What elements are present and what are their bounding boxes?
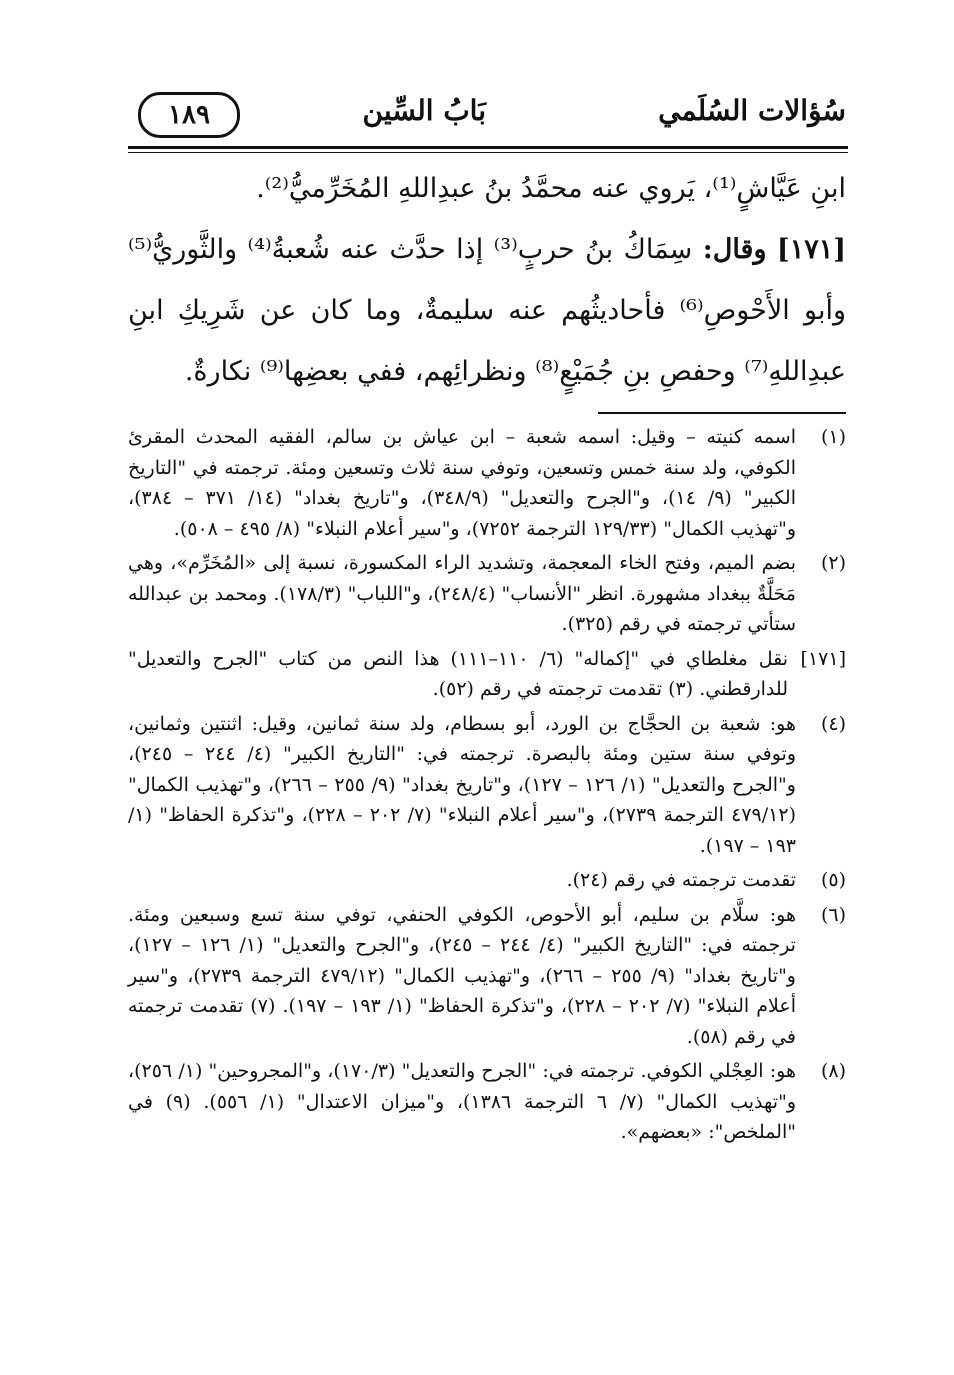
footnote-number: (١) — [820, 426, 846, 448]
footnote-number: (٨) — [820, 1060, 846, 1082]
footnote-item — [128, 422, 846, 544]
footnote-item — [128, 865, 846, 896]
entry-lead: وقال: — [702, 234, 767, 265]
entry-text: سِمَاكُ بنُ حربٍ⁽³⁾ إذا حدَّث عنه شُعبةُ⁽⁴⁾ والثَّوريُّ⁽⁵⁾ وأبو الأَحْوصِ⁽⁶⁾ فأحاديثُهم عنه سليمةٌ، وما كان عن شَرِيكِ ابنِ عبدِاللهِ⁽⁷⁾ وحفصِ بنِ جُمَيْعٍ⁽⁸⁾ ونظرائِهم، ففي بعضِها⁽⁹⁾ نكارةٌ. — [128, 234, 847, 387]
header-rule-thick — [128, 146, 848, 149]
footnote-number: (٥) — [820, 869, 846, 891]
footnote-item — [128, 900, 846, 1053]
footnotes — [128, 422, 846, 1152]
header-rule-thin — [128, 152, 848, 153]
page-header — [128, 92, 846, 142]
footnote-text: هو: شعبة بن الحجَّاج بن الورد، أبو بسطام، ولد سنة ثمانين، وقيل: اثنتين وثمانين، وتوفي سنة ستين ومئة بالبصرة. ترجمته في: "التاريخ الكبير" (٤/ ٢٤٤ – ٢٤٥)، و"الجرح والتعديل" (١/ ١٢٦ – ١٢٧)، و"تاريخ بغداد" (٩/ ٢٥٥ – ٢٦٦)، و"تهذيب الكمال" (٤٧٩/١٢ الترجمة ٢٧٣٩)، و"سير أعلام النبلاء" (٧/ ٢٠٢ – ٢٢٨)، و"تذكرة الحفاظ" (١/ ١٩٣ – ١٩٧). — [128, 712, 796, 857]
footnote-text: هو: العِجْلي الكوفي. ترجمته في: "الجرح والتعديل" (١٧٠/٣)، و"المجروحين" (١/ ٢٥٦)، و"تهذيب الكمال" (٧/ ٦ الترجمة ١٣٨٦)، و"ميزان الاعتدال" (١/ ٥٥٦). (٩) في "الملخص": «بعضهم». — [128, 1060, 796, 1143]
page-number-badge: ١٨٩ — [138, 92, 240, 138]
entry-number: [١٧١] — [776, 234, 846, 265]
chapter-title: بَابُ السِّين — [362, 94, 486, 127]
footnote-item — [128, 644, 846, 705]
book-title: سُؤالات السُلَمي — [658, 94, 846, 127]
footnote-item — [128, 1056, 846, 1148]
footnote-text: اسمه كنيته – وقيل: اسمه شعبة – ابن عياش بن سالم، الفقيه المحدث المقرئ الكوفي، ولد سنة خمس وتسعين، وتوفي سنة ثلاث وتسعين ومئة. ترجمته في "التاريخ الكبير" (٩/ ١٤)، و"الجرح والتعديل" (٣٤٨/٩)، و"تاريخ بغداد" (١٤/ ٣٧١ – ٣٨٤)، و"تهذيب الكمال" (١٢٩/٣٣ الترجمة ٧٢٥٢)، و"سير أعلام النبلاء" (٨/ ٤٩٥ – ٥٠٨). — [128, 426, 796, 540]
footnote-number: (٤) — [820, 712, 846, 735]
footnote-item — [128, 709, 846, 862]
footnote-number: (٦) — [820, 903, 846, 926]
footnote-number: (٢) — [820, 552, 846, 574]
footnote-text: تقدمت ترجمته في رقم (٢٤). — [566, 869, 796, 891]
text-line: ابنِ عَيَّاشٍ⁽¹⁾، يَروي عنه محمَّدُ بنُ عبدِاللهِ المُخَرِّميُّ⁽²⁾. — [256, 173, 846, 204]
entry-paragraph — [128, 219, 846, 402]
footnote-item — [128, 548, 846, 640]
footnote-number: [١٧١] — [800, 647, 846, 670]
main-text — [128, 158, 846, 402]
footnote-text: نقل مغلطاي في "إكماله" (٦/ ١١٠–١١١) هذا النص من كتاب "الجرح والتعديل" للدارقطني. (٣) تقدمت ترجمته في رقم (٥٢). — [128, 647, 788, 700]
footnote-text: هو: سلَّام بن سليم، أبو الأحوص، الكوفي الحنفي، توفي سنة تسع وسبعين ومئة. ترجمته في: "التاريخ الكبير" (٤/ ٢٤٤ – ٢٤٥)، و"الجرح والتعديل" (١/ ١٢٦ – ١٢٧)، و"تاريخ بغداد" (٩/ ٢٥٥ – ٢٦٦)، و"تهذيب الكمال" (٤٧٩/١٢ الترجمة ٢٧٣٩)، و"سير أعلام النبلاء" (٧/ ٢٠٢ – ٢٢٨)، و"تذكرة الحفاظ" (١/ ١٩٣ – ١٩٧). (٧) تقدمت ترجمته في رقم (٥٨). — [128, 903, 796, 1048]
footnote-text: بضم الميم، وفتح الخاء المعجمة، وتشديد الراء المكسورة، نسبة إلى «المُخَرِّم»، وهي مَحَلَّةٌ ببغداد مشهورة. انظر "الأنساب" (٢٤٨/٤)، و"اللباب" (١٧٨/٣). ومحمد بن عبدالله ستأتي ترجمته في رقم (٣٢٥). — [128, 552, 796, 635]
footnote-separator — [598, 412, 846, 414]
